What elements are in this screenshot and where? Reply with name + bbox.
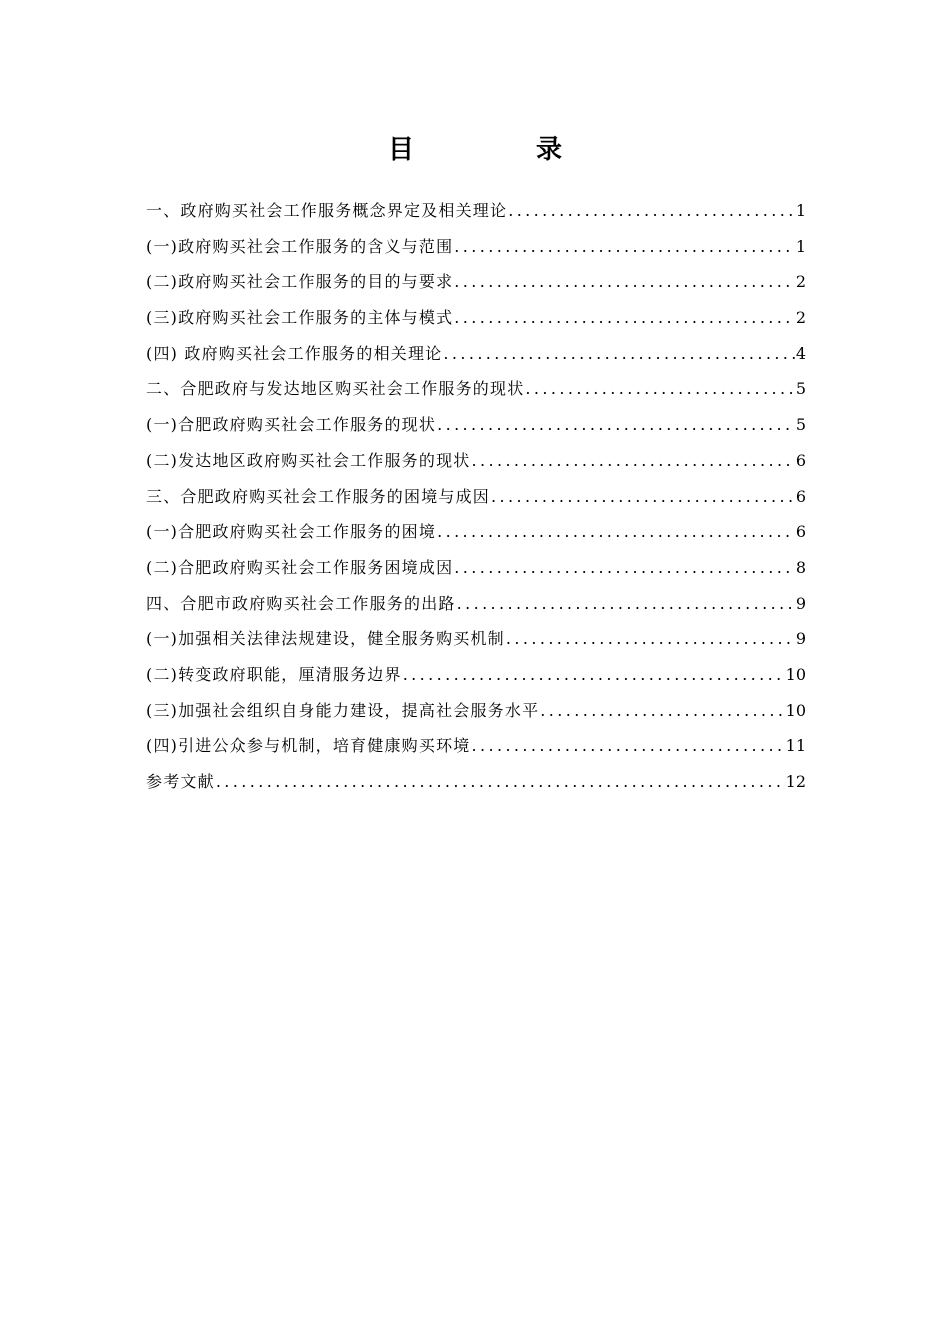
dot-leader <box>437 410 795 440</box>
dot-leader <box>454 303 795 333</box>
toc-entry[interactable] <box>146 696 806 732</box>
dot-leader <box>454 232 795 262</box>
toc-entry-text: (一)政府购买社会工作服务的含义与范围 <box>146 236 454 256</box>
toc-entry[interactable] <box>146 767 806 803</box>
dot-leader <box>454 267 795 297</box>
toc-page-number: 1 <box>795 201 806 220</box>
toc-page-number: 2 <box>795 272 806 292</box>
toc-page-number: 12 <box>785 772 806 791</box>
toc-entry[interactable] <box>146 482 806 518</box>
toc-page-number: 9 <box>795 593 806 613</box>
toc-entry-text: 四、合肥市政府购买社会工作服务的出路 <box>146 593 456 613</box>
toc-page-number: 6 <box>795 522 806 542</box>
dot-leader <box>403 660 785 690</box>
dot-leader <box>525 374 794 404</box>
toc-entry-text: 参考文献 <box>146 772 215 791</box>
toc-entry[interactable] <box>146 446 806 482</box>
toc-entry[interactable] <box>146 517 806 553</box>
dot-leader <box>216 767 785 797</box>
toc-page-number: 5 <box>795 379 806 399</box>
toc-entry-text: (三)加强社会组织自身能力建设，提高社会服务水平 <box>146 700 540 720</box>
dot-leader <box>540 696 784 726</box>
toc-entry[interactable] <box>146 553 806 589</box>
dot-leader <box>437 517 795 547</box>
toc-page-number: 2 <box>795 308 806 328</box>
dot-leader <box>472 446 795 476</box>
toc-entry-text: (一)合肥政府购买社会工作服务的现状 <box>146 415 437 435</box>
dot-leader <box>454 553 795 583</box>
toc-page-number: 4 <box>795 343 806 363</box>
toc-page-number: 5 <box>795 415 806 435</box>
toc-page-number: 6 <box>795 486 806 506</box>
toc-entry-text: (三)政府购买社会工作服务的主体与模式 <box>146 308 454 328</box>
toc-page-number: 11 <box>785 736 806 756</box>
toc-entry[interactable] <box>146 624 806 660</box>
toc-entry-text: (二)转变政府职能，厘清服务边界 <box>146 664 402 684</box>
toc-page-number: 6 <box>795 450 806 470</box>
toc-entry-text: 三、合肥政府购买社会工作服务的困境与成因 <box>146 486 491 506</box>
toc-entry[interactable] <box>146 196 806 232</box>
toc-entry[interactable] <box>146 731 806 767</box>
toc-entry[interactable] <box>146 410 806 446</box>
toc-page-number: 10 <box>785 664 806 684</box>
dot-leader <box>506 624 795 654</box>
toc-entry-text: 一、政府购买社会工作服务概念界定及相关理论 <box>146 201 508 220</box>
toc-entry-text: (二)发达地区政府购买社会工作服务的现状 <box>146 450 471 470</box>
dot-leader <box>472 731 785 761</box>
toc-title: 目 录 <box>387 135 610 165</box>
toc-entry-text: (一)合肥政府购买社会工作服务的困境 <box>146 522 437 542</box>
toc-page-number: 8 <box>795 557 806 577</box>
dot-leader <box>508 196 795 226</box>
toc-entry-text: (四) 政府购买社会工作服务的相关理论 <box>146 343 443 363</box>
toc-entry[interactable] <box>146 232 806 268</box>
toc-entry-text: (二)政府购买社会工作服务的目的与要求 <box>146 272 454 292</box>
toc-entry-text: (二)合肥政府购买社会工作服务困境成因 <box>146 557 454 577</box>
toc-page-number: 10 <box>785 700 806 720</box>
toc-entry-text: 二、合肥政府与发达地区购买社会工作服务的现状 <box>146 379 525 399</box>
dot-leader <box>491 482 795 512</box>
dot-leader <box>457 589 795 619</box>
toc-entry[interactable] <box>146 660 806 696</box>
dot-leader <box>443 339 794 369</box>
toc-entry-text: (四)引进公众参与机制，培育健康购买环境 <box>146 736 471 756</box>
toc-entry-text: (一)加强相关法律法规建设，健全服务购买机制 <box>146 629 505 649</box>
toc-entry[interactable] <box>146 374 806 410</box>
toc-entry[interactable] <box>146 267 806 303</box>
toc-entry[interactable] <box>146 339 806 375</box>
table-of-contents <box>146 196 806 803</box>
toc-entry[interactable] <box>146 303 806 339</box>
toc-entry[interactable] <box>146 589 806 625</box>
toc-page-number: 9 <box>795 629 806 649</box>
toc-page-number: 1 <box>795 236 806 256</box>
